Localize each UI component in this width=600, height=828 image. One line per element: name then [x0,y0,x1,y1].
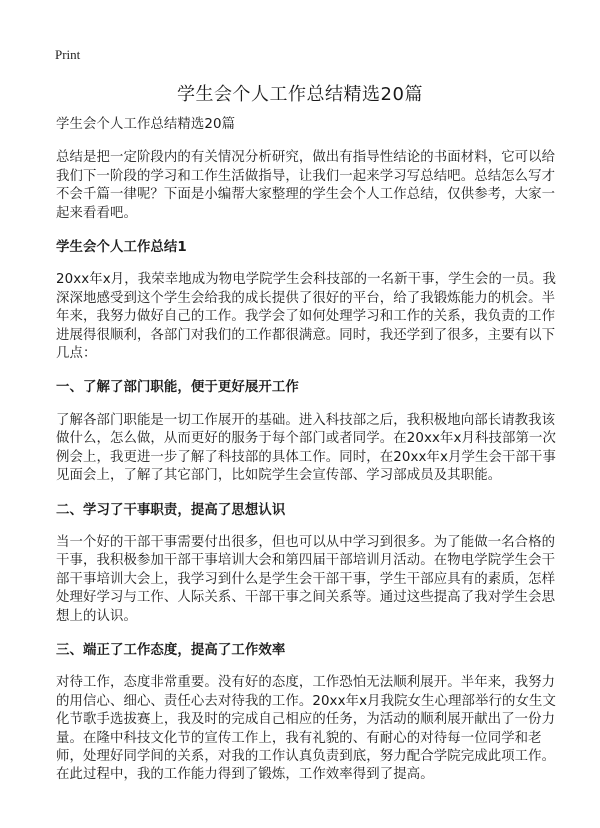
point-paragraph-1: 了解各部门职能是一切工作展开的基础。进入科技部之后，我积极地向部长请教我该做什么，怎么做，从而更好的服务于每个部门或者同学。在20xx年x月科技部第一次例会上，我更进一步了解了科技部的具体工作。同时，在20xx年x月学生会干部干事见面会上，了解了其它部门，比如院学生会宣传部、学习部成员及其职能。 [56,412,556,484]
section-heading: 学生会个人工作总结1 [56,240,187,256]
point-paragraph-2: 当一个好的干部干事需要付出很多，但也可以从中学习到很多。为了能做一名合格的干事，我积极参加干部干事培训大会和第四届干部培训月活动。在物电学院学生会干部干事培训大会上，我学习到什么是学生会干部干事，学生干部应具有的素质，怎样处理好学习与工作、人际关系、干部干事之间关系等。通过这些提高了我对学生会思想上的认识。 [56,534,556,624]
point-heading-2: 二、学习了干事职责，提高了思想认识 [56,502,286,518]
document-subtitle: 学生会个人工作总结精选20篇 [56,117,236,132]
print-link[interactable]: Print [55,47,81,62]
section-paragraph: 20xx年x月，我荣幸地成为物电学院学生会科技部的一名新干事，学生会的一员。我深深地感受到这个学生会给我的成长提供了很好的平台，给了我锻炼能力的机会。半年来，我努力做好自己的工作。我学会了如何处理学习和工作的关系，我负责的工作进展得很顺利，各部门对我们的工作都很满意。同时，我还学到了很多，主要有以下几点： [56,272,556,362]
point-heading-1: 一、了解了部门职能，便于更好展开工作 [56,380,299,396]
intro-paragraph: 总结是把一定阶段内的有关情况分析研究，做出有指导性结论的书面材料，它可以给我们下一阶段的学习和工作生活做指导，让我们一起来学习写总结吧。总结怎么写才不会千篇一律呢？下面是小编帮大家整理的学生会个人工作总结，仅供参考，大家一起来看看吧。 [56,150,556,221]
document-body [56,116,556,801]
point-paragraph-3: 对待工作，态度非常重要。没有好的态度，工作恐怕无法顺利展开。半年来，我努力的用信心、细心、责任心去对待我的工作。20xx年x月我院女生心理部举行的女生文化节歌手选拔赛上，我及时的完成自己相应的任务，为活动的顺利展开献出了一份力量。在隆中科技文化节的宣传工作上，我有礼貌的、有耐心的对待每一位同学和老师，处理好同学间的关系，对我的工作认真负责到底，努力配合学院完成此项工作。在此过程中，我的工作能力得到了锻炼，工作效率得到了提高。 [56,675,556,783]
document-title: 学生会个人工作总结精选20篇 [177,84,423,105]
point-heading-3: 三、端正了工作态度，提高了工作效率 [56,642,286,658]
